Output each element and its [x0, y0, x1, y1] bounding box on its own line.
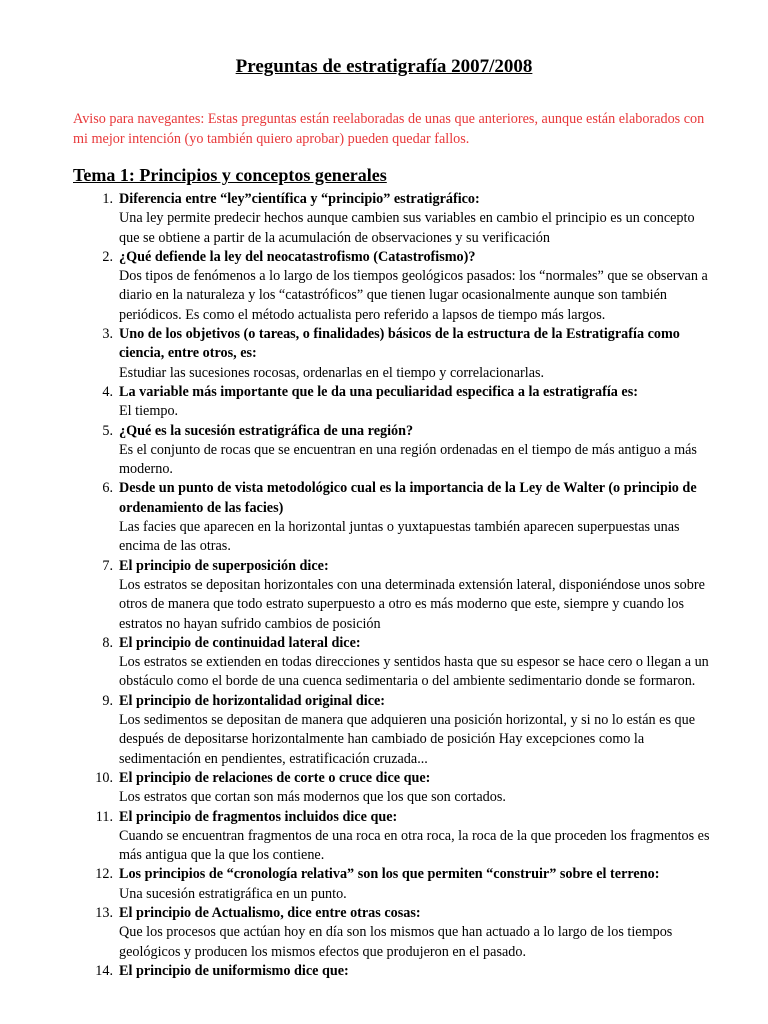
- question-item: [73, 190, 713, 248]
- question-text: ¿Qué es la sucesión estratigráfica de una región?: [119, 422, 414, 439]
- answer-text: Las facies que aparecen en la horizontal juntas o yuxtapuestas también aparecen superpuestas unas encima de las otras.: [119, 519, 680, 555]
- question-item: [73, 692, 713, 769]
- question-item: [73, 479, 713, 556]
- question-text: El principio de fragmentos incluidos dice que:: [119, 808, 398, 825]
- answer-text: Una sucesión estratigráfica en un punto.: [119, 885, 347, 902]
- question-text: El principio de superposición dice:: [119, 557, 329, 574]
- question-item: [73, 865, 713, 904]
- answer-text: Dos tipos de fenómenos a lo largo de los tiempos geológicos pasados: los “normales” que se observan a diario en la naturaleza y los “catastróficos” que tienen lugar ocasionalmente aunque son también periódicos. Es como el método actualista pero referido a lapsos de tiempo más largos.: [119, 268, 708, 323]
- question-item: [73, 962, 713, 981]
- question-item: [73, 383, 713, 422]
- question-number: 3.: [102, 326, 113, 343]
- question-list: [73, 190, 713, 981]
- question-number: 8.: [102, 634, 113, 651]
- answer-text: Los estratos se extienden en todas direcciones y sentidos hasta que su espesor se hace cero o llegan a un obstáculo como el borde de una cuenca sedimentaria o del ambiente sedimentario donde se formaron.: [119, 654, 709, 690]
- question-number: 1.: [102, 191, 113, 207]
- question-text: Los principios de “cronología relativa” son los que permiten “construir” sobre el terreno:: [119, 866, 660, 883]
- question-text: Uno de los objetivos (o tareas, o finalidades) básicos de la estructura de la Estratigrafía como ciencia, entre otros, es:: [119, 326, 680, 362]
- question-number: 9.: [102, 692, 113, 709]
- question-text: La variable más importante que le da una peculiaridad especifica a la estratigrafía es:: [119, 383, 638, 400]
- question-item: [73, 634, 713, 692]
- question-number: 11.: [95, 808, 113, 825]
- answer-text: Cuando se encuentran fragmentos de una roca en otra roca, la roca de la que proceden los fragmentos es más antigua que la que los contiene.: [119, 827, 710, 864]
- question-text: El principio de horizontalidad original dice:: [119, 692, 386, 709]
- question-number: 12.: [95, 866, 113, 883]
- question-number: 6.: [102, 480, 113, 497]
- question-text: El principio de uniformismo dice que:: [119, 962, 349, 979]
- question-item: [73, 769, 713, 808]
- answer-text: El tiempo.: [119, 403, 179, 420]
- answer-text: Es el conjunto de rocas que se encuentran en una región ordenadas en el tiempo de más antiguo a más moderno.: [119, 441, 697, 478]
- question-text: Diferencia entre “ley”científica y “principio” estratigráfico:: [119, 191, 480, 207]
- notice-paragraph: Aviso para navegantes: Estas preguntas están reelaboradas de unas que anteriores, aunque están elaborados con mi mejor intención (yo también quiero aprobar) pueden quedar fallos.: [73, 111, 705, 147]
- answer-text: Los estratos se depositan horizontales con una determinada extensión lateral, disponiéndose unos sobre otros de manera que todo estrato superpuesto a otro es más moderno que este, siempre y cuando los estratos no hayan sufrido cambios de posición: [119, 576, 705, 632]
- question-number: 10.: [95, 769, 113, 786]
- question-number: 14.: [95, 962, 113, 979]
- answer-text: Que los procesos que actúan hoy en día son los mismos que han actuado a lo largo de los tiempos geológicos y producen los mismos efectos que produjeron en el pasado.: [119, 924, 673, 960]
- question-item: [73, 557, 713, 634]
- question-number: 7.: [102, 557, 113, 574]
- document-title: Preguntas de estratigrafía 2007/2008: [235, 56, 533, 77]
- question-item: [73, 325, 713, 383]
- answer-text: Estudiar las sucesiones rocosas, ordenarlas en el tiempo y correlacionarlas.: [119, 364, 545, 381]
- question-number: 2.: [102, 248, 113, 265]
- question-text: El principio de Actualismo, dice entre otras cosas:: [119, 904, 421, 921]
- question-number: 4.: [102, 383, 113, 400]
- answer-text: Los estratos que cortan son más modernos que los que son cortados.: [119, 789, 506, 806]
- question-number: 13.: [95, 904, 113, 921]
- question-item: [73, 904, 713, 962]
- question-item: [73, 248, 713, 325]
- answer-text: Los sedimentos se depositan de manera que adquieren una posición horizontal, y si no lo están es que después de depositarse horizontalmente han cambiado de posición Hay excepciones como la sedimentación en pendientes, estratificación cruzada...: [119, 712, 696, 767]
- question-text: El principio de relaciones de corte o cruce dice que:: [119, 769, 431, 786]
- question-text: Desde un punto de vista metodológico cual es la importancia de la Ley de Walter (o principio de ordenamiento de las facies): [119, 480, 697, 516]
- question-number: 5.: [102, 422, 113, 439]
- section-heading: Tema 1: Principios y conceptos generales: [73, 165, 387, 185]
- question-text: ¿Qué defiende la ley del neocatastrofismo (Catastrofismo)?: [119, 248, 476, 265]
- question-item: [73, 808, 713, 866]
- question-item: [73, 422, 713, 480]
- answer-text: Una ley permite predecir hechos aunque cambien sus variables en cambio el principio es un concepto que se obtiene a partir de la acumulación de observaciones y su verificación: [119, 210, 695, 246]
- question-text: El principio de continuidad lateral dice:: [119, 634, 361, 651]
